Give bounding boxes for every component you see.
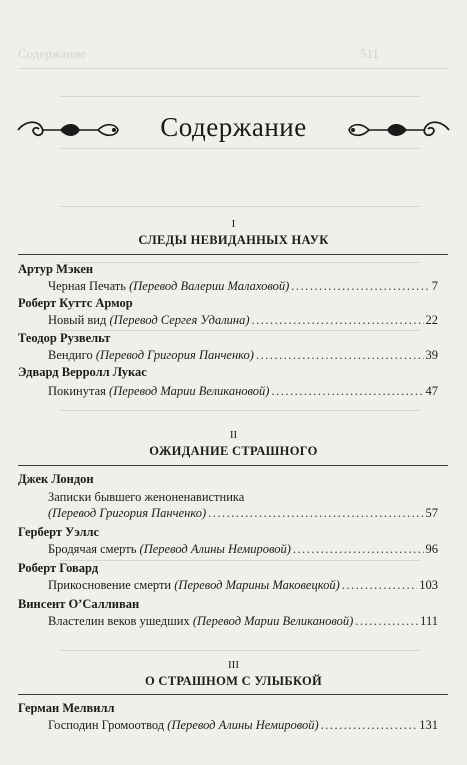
story-title: Новый вид (48, 313, 107, 327)
toc-author: Артур Мэкен (18, 262, 94, 276)
toc-author: Джек Лондон (18, 472, 94, 486)
section-rule (18, 694, 448, 695)
story-title: Прикосновение смерти (48, 578, 172, 592)
leader-dots (355, 614, 418, 629)
toc-author: Роберт Куттс Армор (18, 296, 133, 310)
translator-note: (Перевод Григория Панченко) (95, 348, 254, 362)
ornament-right-icon (343, 118, 453, 142)
leader-dots (256, 348, 424, 363)
section-title: ОЖИДАНИЕ СТРАШНОГО (149, 444, 318, 458)
translator-note: (Перевод Марии Великановой) (192, 614, 354, 628)
leader-dots (342, 578, 418, 593)
section-rule (18, 465, 448, 466)
section-number: III (228, 659, 239, 671)
page-number: 39 (425, 348, 438, 362)
ghost-header-right: 511 (360, 46, 380, 61)
ghost-header-left: Содержание (18, 46, 87, 61)
toc-author: Эдвард Верролл Лукас (18, 365, 147, 379)
page-number: 47 (425, 384, 438, 398)
toc-entry[interactable] (48, 542, 438, 557)
toc-entry[interactable] (48, 384, 438, 399)
leader-dots (291, 279, 429, 294)
toc-author: Винсент О’Салливан (18, 597, 140, 611)
story-title: Бродячая смерть (48, 542, 137, 556)
toc-entry[interactable] (48, 506, 438, 521)
page-number: 57 (425, 506, 438, 520)
leader-dots (208, 506, 423, 521)
leader-dots (252, 313, 424, 328)
story-title: Покинутая (48, 384, 106, 398)
toc-entry[interactable] (48, 614, 438, 629)
page-number: 22 (425, 313, 438, 327)
translator-note: (Перевод Григория Панченко) (48, 506, 207, 520)
toc-entry[interactable] (48, 348, 438, 363)
toc-author: Теодор Рузвельт (18, 331, 111, 345)
page-title: Содержание (160, 112, 307, 142)
translator-note: (Перевод Сергея Удалина) (109, 313, 250, 327)
translator-note: (Перевод Марии Великановой) (109, 384, 270, 398)
toc-entry[interactable] (48, 718, 438, 733)
toc-author: Роберт Говард (18, 561, 99, 575)
section-number: II (229, 429, 238, 441)
story-title: Властелин веков ушедших (48, 614, 190, 628)
translator-note: (Перевод Марины Маковецкой) (174, 578, 340, 592)
page-number: 131 (419, 718, 438, 732)
story-title: Вендиго (48, 348, 93, 362)
page-number: 111 (420, 614, 438, 628)
section-rule (18, 254, 448, 255)
translator-note: (Перевод Валерии Малаховой) (129, 279, 290, 293)
toc-title-block (0, 112, 467, 148)
leader-dots (321, 718, 418, 733)
story-title: Записки бывшего женоненавистника (48, 490, 245, 504)
leader-dots (293, 542, 424, 557)
translator-note: (Перевод Алины Немировой) (167, 718, 319, 732)
toc-entry[interactable] (48, 313, 438, 328)
translator-note: (Перевод Алины Немировой) (139, 542, 291, 556)
toc-entry[interactable] (48, 578, 438, 593)
page-number: 103 (419, 578, 438, 592)
leader-dots (271, 384, 423, 399)
toc-author: Герберт Уэллс (18, 525, 100, 539)
page-number: 7 (431, 279, 438, 293)
section-title: СЛЕДЫ НЕВИДАННЫХ НАУК (138, 233, 329, 247)
story-title: Господин Громоотвод (48, 718, 165, 732)
story-title: Черная Печать (48, 279, 126, 293)
page-number: 96 (425, 542, 438, 556)
section-title: О СТРАШНОМ С УЛЫБКОЙ (144, 674, 323, 688)
toc-author: Герман Мелвилл (18, 701, 115, 715)
section-number: I (231, 218, 236, 230)
toc-entry[interactable] (48, 279, 438, 294)
